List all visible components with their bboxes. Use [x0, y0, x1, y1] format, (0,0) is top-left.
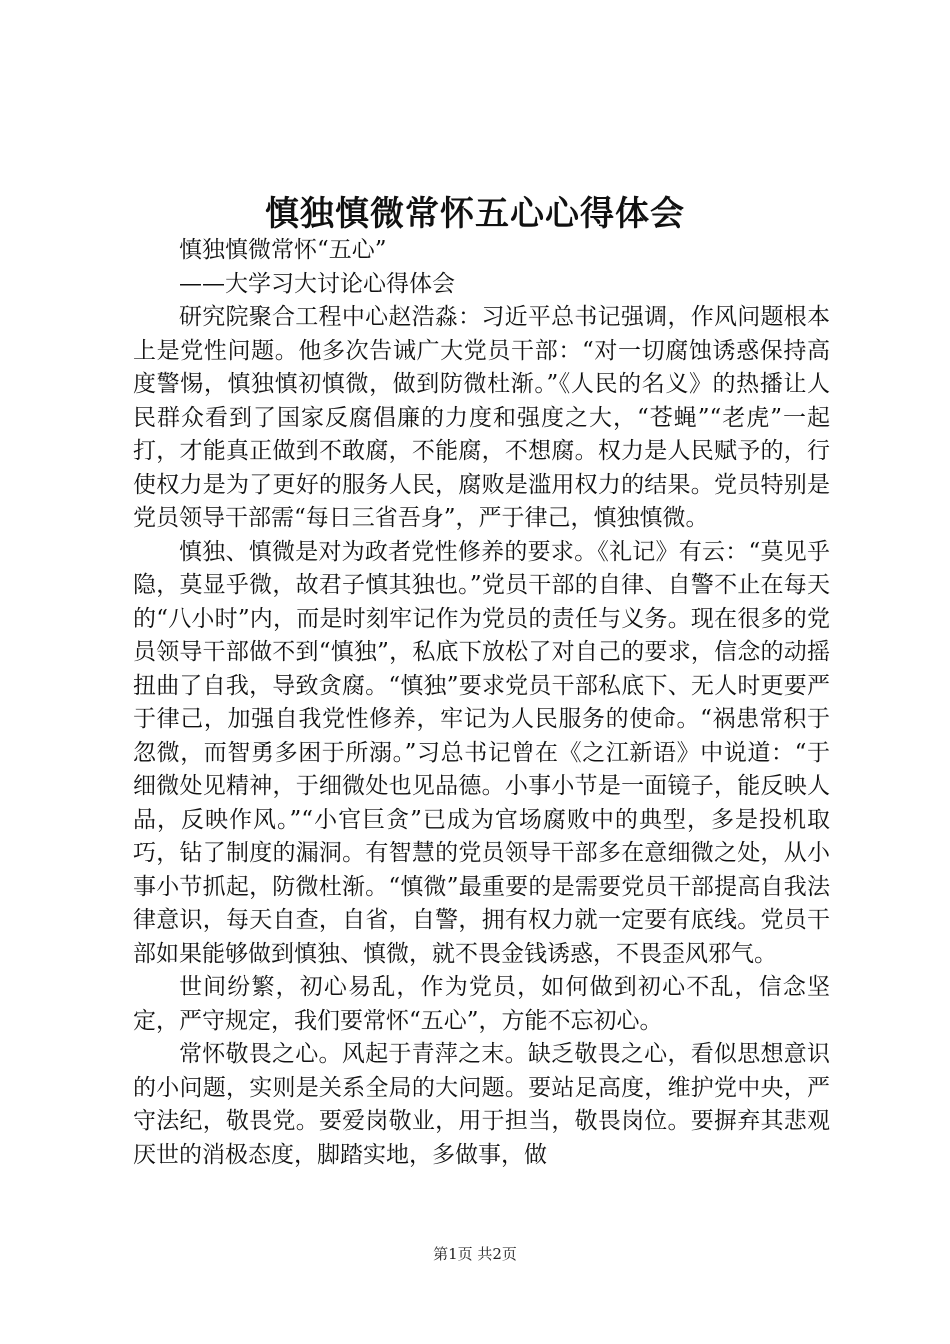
- paragraph: 研究院聚合工程中心赵浩淼：习近平总书记强调，作风问题根本上是党性问题。他多次告诫广大党员干部：“对一切腐蚀诱惑保持高度警惕，慎独慎初慎微，做到防微杜渐。”《人民的名义》的热播让人民群众看到了国家反腐倡廉的力度和强度之大，“苍蝇”“老虎”一起打，才能真正做到不敢腐，不能腐，不想腐。权力是人民赋予的，行使权力是为了更好的服务人民，腐败是滥用权力的结果。党员特别是党员领导干部需“每日三省吾身”，严于律己，慎独慎微。: [133, 304, 830, 531]
- subtitle-secondary: ——大学习大讨论心得体会: [179, 270, 455, 297]
- document-body: [133, 234, 830, 1172]
- subtitle: 慎独慎微常怀“五心”: [179, 237, 387, 263]
- page-footer: 第1页 共2页: [433, 1245, 517, 1263]
- paragraph: 世间纷繁，初心易乱，作为党员，如何做到初心不乱，信念坚定，严守规定，我们要常怀“五心”，方能不忘初心。: [133, 974, 830, 1034]
- paragraph: 慎独、慎微是对为政者党性修养的要求。《礼记》有云：“莫见乎隐，莫显乎微，故君子慎其独也。”党员干部的自律、自警不止在每天的“八小时”内，而是时刻牢记作为党员的责任与义务。现在很多的党员领导干部做不到“慎独”，私底下放松了对自己的要求，信念的动摇扭曲了自我，导致贪腐。“慎独”要求党员干部私底下、无人时更要严于律己，加强自我党性修养，牢记为人民服务的使命。“祸患常积于忽微，而智勇多困于所溺。”习总书记曾在《之江新语》中说道：“于细微处见精神，于细微处也见品德。小事小节是一面镜子，能反映人品，反映作风。”“小官巨贪”已成为官场腐败中的典型，多是投机取巧，钻了制度的漏洞。有智慧的党员领导干部多在意细微之处，从小事小节抓起，防微杜渐。“慎微”最重要的是需要党员干部提高自我法律意识，每天自查，自省，自警，拥有权力就一定要有底线。党员干部如果能够做到慎独、慎微，就不畏金钱诱惑，不畏歪风邪气。: [133, 538, 830, 967]
- document-title: 慎独慎微常怀五心心得体会: [265, 194, 685, 234]
- paragraph: 常怀敬畏之心。风起于青萍之末。缺乏敬畏之心，看似思想意识的小问题，实则是关系全局的大问题。要站足高度，维护党中央，严守法纪，敬畏党。要爱岗敬业，用于担当，敬畏岗位。要摒弃其悲观厌世的消极态度，脚踏实地，多做事，做: [133, 1041, 830, 1168]
